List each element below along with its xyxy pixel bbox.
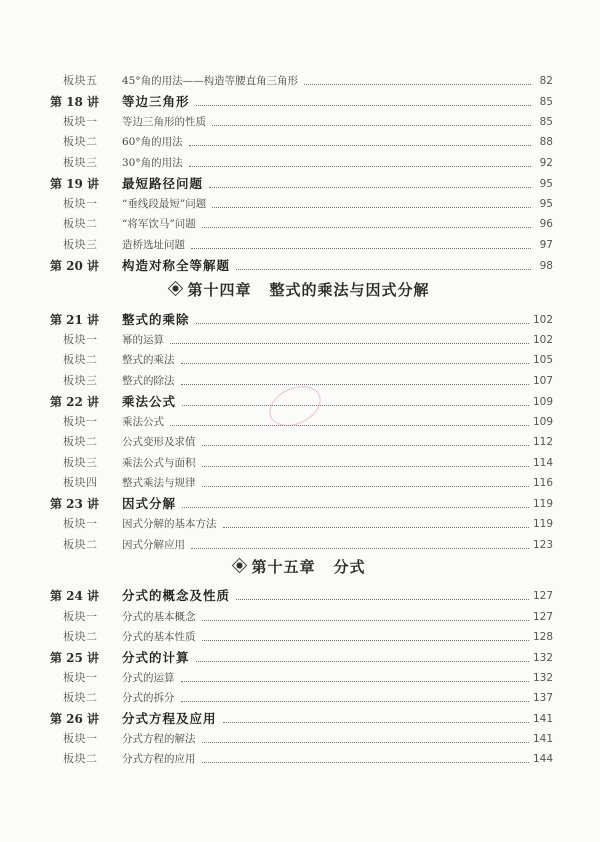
toc-section-entry[interactable] — [50, 473, 553, 493]
toc-section-entry[interactable] — [50, 194, 553, 214]
entry-title: 分式的基本概念 — [122, 611, 196, 623]
toc-lecture-entry[interactable] — [50, 586, 553, 606]
entry-page-number: 109 — [532, 416, 553, 428]
entry-label: 板块四 — [63, 476, 98, 489]
entry-label: 第 21 讲 — [50, 313, 100, 327]
dot-leader — [189, 144, 531, 146]
toc-lecture-entry[interactable] — [50, 709, 553, 729]
toc-lecture-entry[interactable] — [50, 310, 553, 330]
entry-label: 板块二 — [63, 752, 98, 765]
entry-page-number: 141 — [532, 713, 553, 725]
entry-label: 板块一 — [63, 517, 98, 530]
entry-label: 第 25 讲 — [50, 651, 100, 665]
entry-label: 板块二 — [63, 217, 98, 230]
entry-label: 板块三 — [63, 456, 98, 469]
dot-leader — [181, 700, 529, 702]
entry-label: 板块一 — [63, 115, 98, 128]
entry-page-number: 88 — [539, 136, 553, 148]
entry-title: 造桥选址问题 — [122, 239, 185, 251]
toc-lecture-entry[interactable] — [50, 494, 553, 514]
diamond-bullet-icon — [168, 281, 184, 297]
entry-page-number: 102 — [532, 334, 553, 346]
entry-page-number: 132 — [532, 672, 553, 684]
entry-title: 分式的计算 — [122, 650, 190, 665]
entry-title: 乘法公式 — [122, 394, 177, 409]
entry-page-number: 144 — [532, 753, 553, 765]
dot-leader — [196, 104, 531, 106]
toc-section-entry[interactable] — [50, 535, 553, 555]
entry-page-number: 95 — [539, 198, 553, 210]
chapter-heading — [0, 556, 600, 578]
entry-label: 板块二 — [63, 691, 98, 704]
entry-title: 45°角的用法——构造等腰直角三角形 — [122, 75, 299, 87]
entry-page-number: 85 — [539, 116, 553, 128]
entry-label: 板块二 — [63, 135, 98, 148]
entry-page-number: 97 — [539, 239, 553, 251]
toc-section-entry[interactable] — [50, 749, 553, 769]
entry-label: 板块二 — [63, 353, 98, 366]
entry-label: 第 26 讲 — [50, 712, 100, 726]
entry-page-number: 107 — [532, 375, 553, 387]
entry-title: 公式变形及求值 — [122, 436, 196, 448]
entry-page-number: 141 — [532, 733, 553, 745]
entry-title: 因式分解 — [122, 496, 177, 511]
entry-title: 整式的乘除 — [122, 312, 190, 327]
dot-leader — [202, 226, 531, 228]
entry-title: 最短路径问题 — [122, 176, 204, 191]
entry-page-number: 102 — [532, 314, 553, 326]
entry-page-number: 127 — [532, 611, 553, 623]
toc-lecture-entry[interactable] — [50, 92, 553, 112]
entry-label: 板块二 — [63, 630, 98, 643]
entry-page-number: 137 — [532, 692, 553, 704]
toc-section-entry[interactable] — [50, 729, 553, 749]
entry-title: 整式的除法 — [122, 375, 175, 387]
toc-section-entry[interactable] — [50, 607, 553, 627]
entry-title: 分式方程的解法 — [122, 733, 196, 745]
entry-title: 等边三角形 — [122, 94, 190, 109]
entry-label: 板块一 — [63, 197, 98, 210]
toc-section-entry[interactable] — [50, 153, 553, 173]
entry-page-number: 116 — [532, 477, 553, 489]
toc-lecture-entry[interactable] — [50, 174, 553, 194]
entry-page-number: 95 — [539, 178, 553, 190]
entry-page-number: 128 — [532, 631, 553, 643]
entry-label: 板块三 — [63, 238, 98, 251]
entry-page-number: 123 — [532, 539, 553, 551]
entry-label: 板块一 — [63, 732, 98, 745]
toc-lecture-entry[interactable] — [50, 256, 553, 276]
toc-section-entry[interactable] — [50, 514, 553, 534]
entry-label: 板块一 — [63, 671, 98, 684]
entry-label: 板块二 — [63, 538, 98, 551]
toc-section-entry[interactable] — [50, 627, 553, 647]
dot-leader — [223, 526, 529, 528]
entry-page-number: 132 — [532, 652, 553, 664]
entry-page-number: 109 — [532, 396, 553, 408]
entry-title: “垂线段最短”问题 — [122, 198, 207, 210]
dot-leader — [181, 362, 529, 364]
entry-title: 分式的概念及性质 — [122, 588, 231, 603]
toc-section-entry[interactable] — [50, 453, 553, 473]
dot-leader — [196, 660, 529, 662]
toc-section-entry[interactable] — [50, 112, 553, 132]
entry-page-number: 85 — [539, 96, 553, 108]
entry-title: 因式分解的基本方法 — [122, 518, 217, 530]
dot-leader — [202, 761, 529, 763]
entry-title: 60°角的用法 — [122, 136, 183, 148]
entry-page-number: 92 — [539, 157, 553, 169]
entry-label: 板块一 — [63, 333, 98, 346]
entry-title: 幂的运算 — [122, 334, 164, 346]
entry-label: 第 22 讲 — [50, 395, 100, 409]
entry-title: 分式的运算 — [122, 672, 175, 684]
entry-label: 第 24 讲 — [50, 589, 100, 603]
dot-leader — [182, 404, 529, 406]
entry-page-number: 96 — [539, 218, 553, 230]
dot-leader — [202, 639, 529, 641]
chapter-number: 第十五章 — [251, 558, 316, 576]
dot-leader — [170, 424, 529, 426]
chapter-name: 分式 — [333, 558, 366, 576]
dot-leader — [189, 165, 531, 167]
toc-section-entry[interactable] — [50, 132, 553, 152]
toc-section-entry[interactable] — [50, 235, 553, 255]
entry-title: 乘法公式与面积 — [122, 457, 196, 469]
entry-page-number: 82 — [539, 75, 553, 87]
dot-leader — [196, 322, 529, 324]
entry-label: 板块一 — [63, 610, 98, 623]
entry-title: 构造对称全等解题 — [122, 258, 231, 273]
toc-section-entry[interactable] — [50, 214, 553, 234]
entry-label: 板块五 — [63, 74, 98, 87]
diamond-bullet-icon — [232, 558, 248, 574]
entry-page-number: 119 — [532, 498, 553, 510]
entry-label: 第 20 讲 — [50, 259, 100, 273]
dot-leader — [202, 444, 529, 446]
chapter-name: 整式的乘法与因式分解 — [269, 281, 430, 299]
toc-section-entry[interactable] — [50, 668, 553, 688]
entry-page-number: 98 — [539, 260, 553, 272]
entry-label: 板块二 — [63, 435, 98, 448]
dot-leader — [304, 83, 531, 85]
entry-page-number: 112 — [532, 436, 553, 448]
entry-label: 板块一 — [63, 415, 98, 428]
entry-label: 板块三 — [63, 374, 98, 387]
entry-title: 分式的拆分 — [122, 692, 175, 704]
dot-leader — [181, 383, 529, 385]
toc-section-entry[interactable] — [50, 330, 553, 350]
toc-section-entry[interactable] — [50, 350, 553, 370]
dot-leader — [212, 124, 531, 126]
chapter-heading — [0, 279, 600, 301]
dot-leader — [209, 186, 531, 188]
entry-title: 30°角的用法 — [122, 157, 183, 169]
dot-leader — [212, 206, 531, 208]
entry-label: 板块三 — [63, 156, 98, 169]
entry-title: 整式乘法与规律 — [122, 477, 196, 489]
entry-title: “将军饮马”问题 — [122, 218, 196, 230]
dot-leader — [223, 721, 529, 723]
entry-title: 等边三角形的性质 — [122, 116, 206, 128]
dot-leader — [202, 485, 529, 487]
toc-section-entry[interactable] — [50, 71, 553, 91]
dot-leader — [236, 598, 529, 600]
chapter-number: 第十四章 — [187, 281, 252, 299]
entry-title: 分式方程的应用 — [122, 753, 196, 765]
dot-leader — [202, 741, 529, 743]
dot-leader — [191, 247, 531, 249]
entry-title: 分式方程及应用 — [122, 711, 217, 726]
entry-label: 第 18 讲 — [50, 95, 100, 109]
dot-leader — [182, 506, 529, 508]
entry-title: 分式的基本性质 — [122, 631, 196, 643]
entry-page-number: 114 — [532, 457, 553, 469]
entry-title: 因式分解应用 — [122, 539, 185, 551]
dot-leader — [170, 342, 529, 344]
entry-page-number: 119 — [532, 518, 553, 530]
dot-leader — [181, 680, 529, 682]
entry-title: 乘法公式 — [122, 416, 164, 428]
entry-label: 第 23 讲 — [50, 497, 100, 511]
toc-section-entry[interactable] — [50, 432, 553, 452]
toc-lecture-entry[interactable] — [50, 648, 553, 668]
dot-leader — [202, 465, 529, 467]
entry-page-number: 127 — [532, 590, 553, 602]
dot-leader — [236, 268, 531, 270]
entry-title: 整式的乘法 — [122, 354, 175, 366]
dot-leader — [202, 619, 529, 621]
dot-leader — [191, 547, 529, 549]
entry-label: 第 19 讲 — [50, 177, 100, 191]
entry-page-number: 105 — [532, 354, 553, 366]
toc-section-entry[interactable] — [50, 688, 553, 708]
